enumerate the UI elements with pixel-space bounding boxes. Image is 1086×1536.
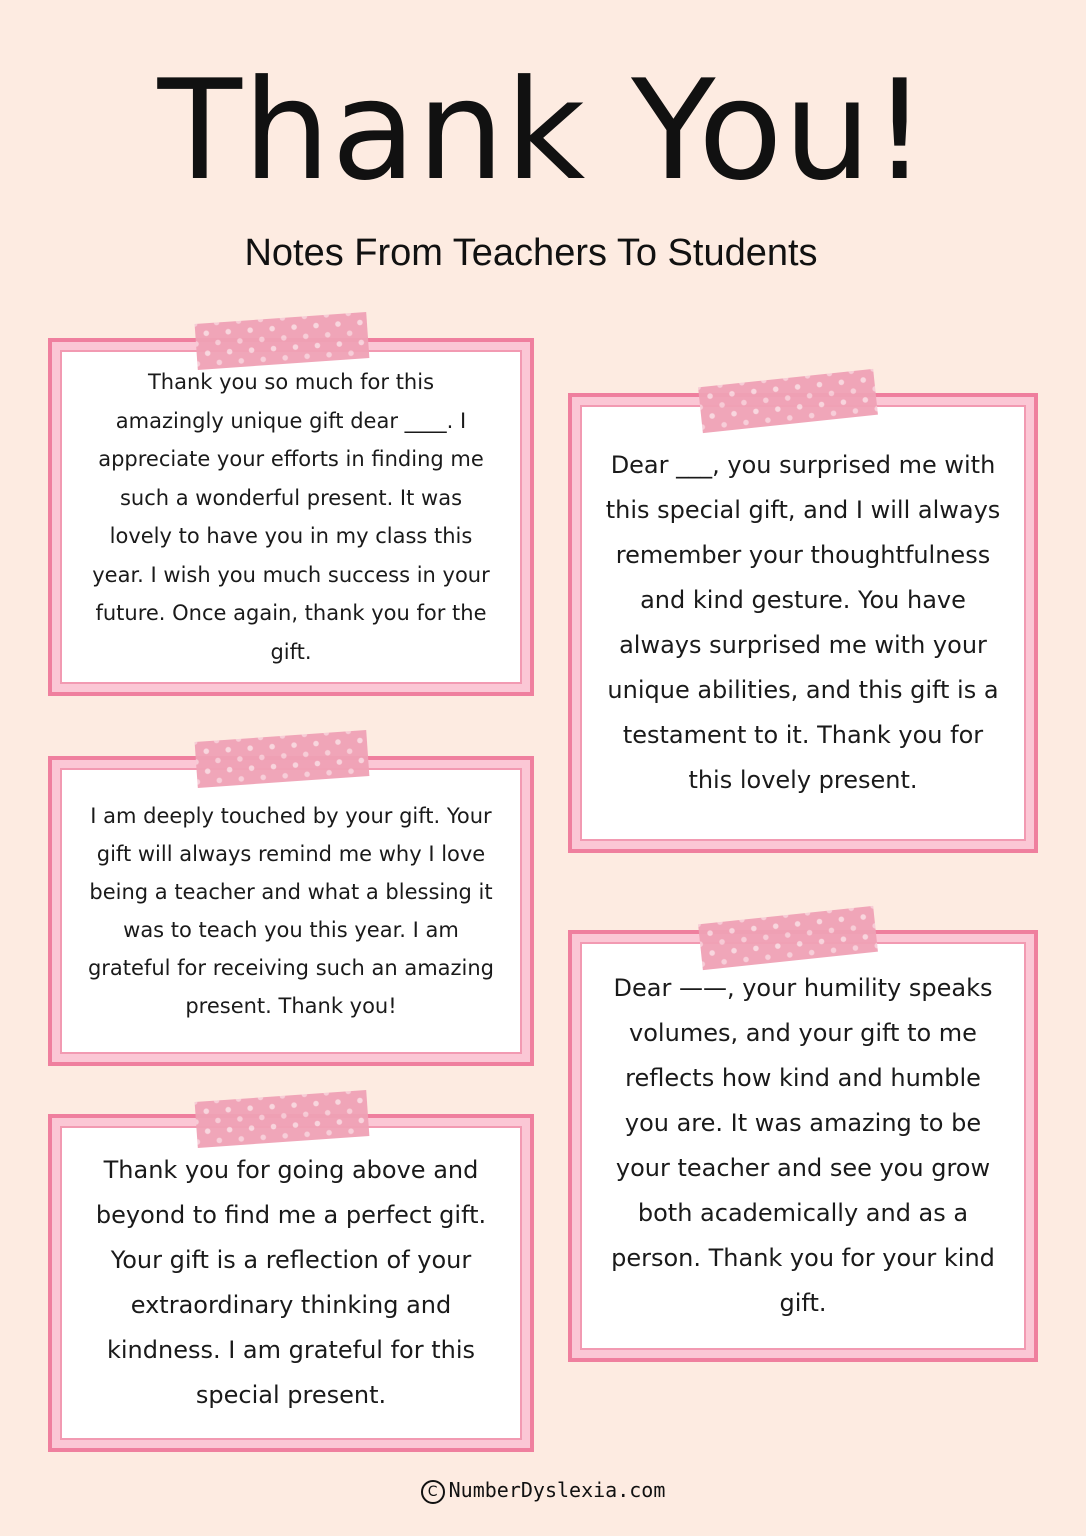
note-text: Thank you so much for this amazingly unique gift dear ____. I appreciate your efforts in finding me such a wonderful present. It was lovely to have you in my class this year. I wish you much success in your future. Once again, thank you for the gift. [92, 370, 490, 664]
page-title: Thank You! [157, 50, 929, 211]
footer [0, 1478, 1086, 1504]
note-card [568, 930, 1038, 1362]
note-card [48, 1114, 534, 1452]
note-text: Dear ——, your humility speaks volumes, and your gift to me reflects how kind and humble you are. It was amazing to be your teacher and see you grow both academically and as a person. Thank you for your kind gift. [611, 974, 995, 1317]
note-text: Thank you for going above and beyond to find me a perfect gift. Your gift is a reflection of your extraordinary thinking and kindness. I am grateful for this special present. [95, 1156, 487, 1409]
note-text: Dear ___, you surprised me with this special gift, and I will always remember your thoughtfulness and kind gesture. You have always surprised me with your unique abilities, and this gift is a testament to it. Thank you for this lovely present. [605, 451, 1001, 794]
note-text: I am deeply touched by your gift. Your gift will always remind me why I love being a teacher and what a blessing it was to teach you this year. I am grateful for receiving such an amazing present. Thank you! [87, 804, 495, 1018]
card-body [60, 1126, 522, 1440]
note-card [48, 338, 534, 696]
card-body [60, 350, 522, 684]
card-body [580, 942, 1026, 1350]
note-card [48, 756, 534, 1066]
note-card [568, 393, 1038, 853]
page-subtitle: Notes From Teachers To Students [244, 232, 818, 274]
footer-site: NumberDyslexia.com [448, 1478, 666, 1502]
card-body [580, 405, 1026, 841]
copyright-icon: C [421, 1480, 445, 1504]
card-body [60, 768, 522, 1054]
